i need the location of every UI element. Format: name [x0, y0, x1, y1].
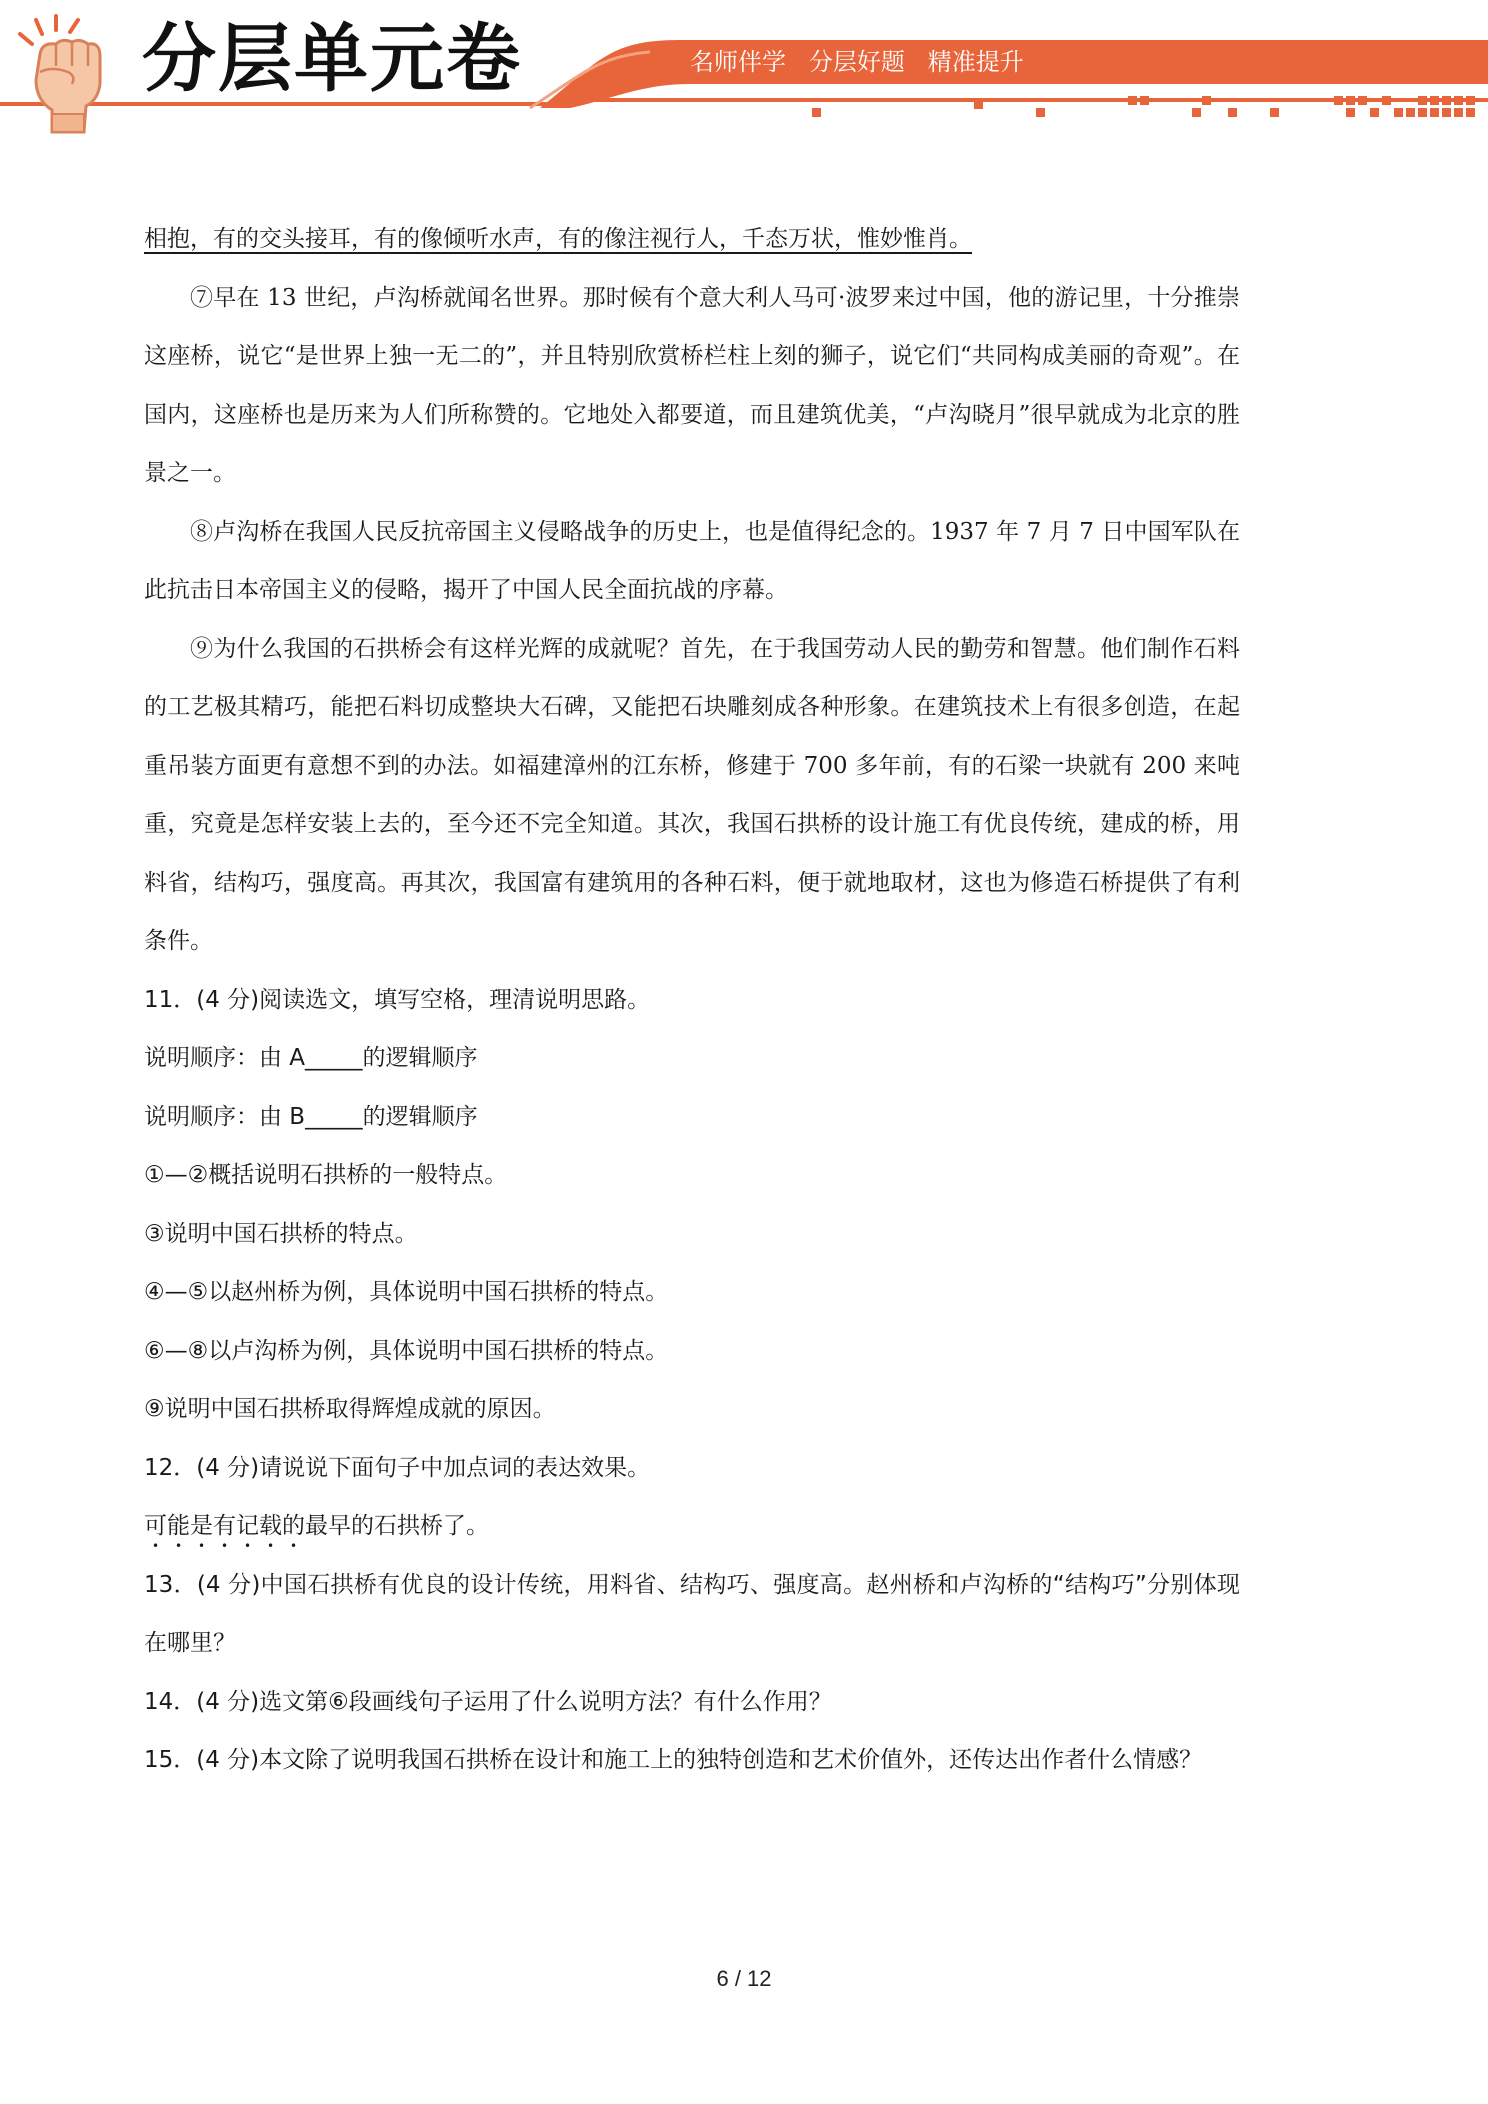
- question-11-blank-a: 说明顺序：由 A_____的逻辑顺序: [144, 1045, 478, 1071]
- passage-paragraph-9: ⑨为什么我国的石拱桥会有这样光辉的成就呢？首先，在于我国劳动人民的勤劳和智慧。他们制作石料的工艺极其精巧，能把石料切成整块大石碑，又能把石块雕刻成各种形象。在建筑技术上有很多创造，在起重吊装方面更有意想不到的办法。如福建漳州的江东桥，修建于 700 多年前，有的石梁一块就有 200 来吨重，究竟是怎样安装上去的，至今还不完全知道。其次，我国石拱桥的设计施工有优良传统，建成的桥，用料省，结构巧，强度高。再其次，我国富有建筑用的各种石料，便于就地取材，这也为修造石桥提供了有利条件。: [144, 635, 1240, 954]
- page-number: 6 / 12: [716, 1966, 772, 1991]
- page-header: [0, 0, 1488, 150]
- page-content: [144, 210, 1240, 1790]
- sentence-rest: 最早的石拱桥了。: [305, 1513, 489, 1539]
- underlined-sentence: 相抱，有的交头接耳，有的像倾听水声，有的像注视行人，千态万状，惟妙惟肖。: [144, 226, 972, 252]
- dotted-words: 可能是有记载的: [144, 1513, 305, 1539]
- question-14: 14．(4 分)选文第⑥段画线句子运用了什么说明方法？有什么作用？: [144, 1688, 832, 1715]
- question-15: 15．(4 分)本文除了说明我国石拱桥在设计和施工上的独特创造和艺术价值外，还传达出作者什么情感？: [144, 1747, 1203, 1773]
- question-11-item: ①—②概括说明石拱桥的一般特点。: [144, 1162, 508, 1188]
- question-12: 12．(4 分)请说说下面句子中加点词的表达效果。: [144, 1454, 651, 1481]
- question-12-sentence: [144, 1497, 1240, 1556]
- logo-title: 分层单元卷: [142, 16, 522, 102]
- question-11-item: ⑥—⑧以卢沟桥为例，具体说明中国石拱桥的特点。: [144, 1337, 669, 1364]
- question-13: 13．(4 分)中国石拱桥有优良的设计传统，用料省、结构巧、强度高。赵州桥和卢沟桥的“结构巧”分别体现在哪里？: [144, 1571, 1240, 1656]
- question-11-item: ⑨说明中国石拱桥取得辉煌成就的原因。: [144, 1396, 556, 1422]
- passage-paragraph-8: ⑧卢沟桥在我国人民反抗帝国主义侵略战争的历史上，也是值得纪念的。1937 年 7 月 7 日中国军队在此抗击日本帝国主义的侵略，揭开了中国人民全面抗战的序幕。: [144, 518, 1240, 603]
- header-slogan: 名师伴学 分层好题 精准提升: [690, 48, 1024, 76]
- question-11-item: ③说明中国石拱桥的特点。: [144, 1220, 418, 1247]
- question-11: 11．(4 分)阅读选文，填写空格，理清说明思路。: [144, 986, 651, 1013]
- passage-paragraph-7: ⑦早在 13 世纪，卢沟桥就闻名世界。那时候有个意大利人马可·波罗来过中国，他的游记里，十分推崇这座桥，说它“是世界上独一无二的”，并且特别欣赏桥栏柱上刻的狮子，说它们“共同构成美丽的奇观”。在国内，这座桥也是历来为人们所称赞的。它地处入都要道，而且建筑优美，“卢沟晓月”很早就成为北京的胜景之一。: [144, 284, 1240, 486]
- question-11-blank-b: 说明顺序：由 B_____的逻辑顺序: [144, 1103, 478, 1130]
- decorative-squares: [0, 96, 1488, 126]
- question-11-item: ④—⑤以赵州桥为例，具体说明中国石拱桥的特点。: [144, 1279, 669, 1305]
- passage-paragraph-6-tail: [144, 210, 1240, 269]
